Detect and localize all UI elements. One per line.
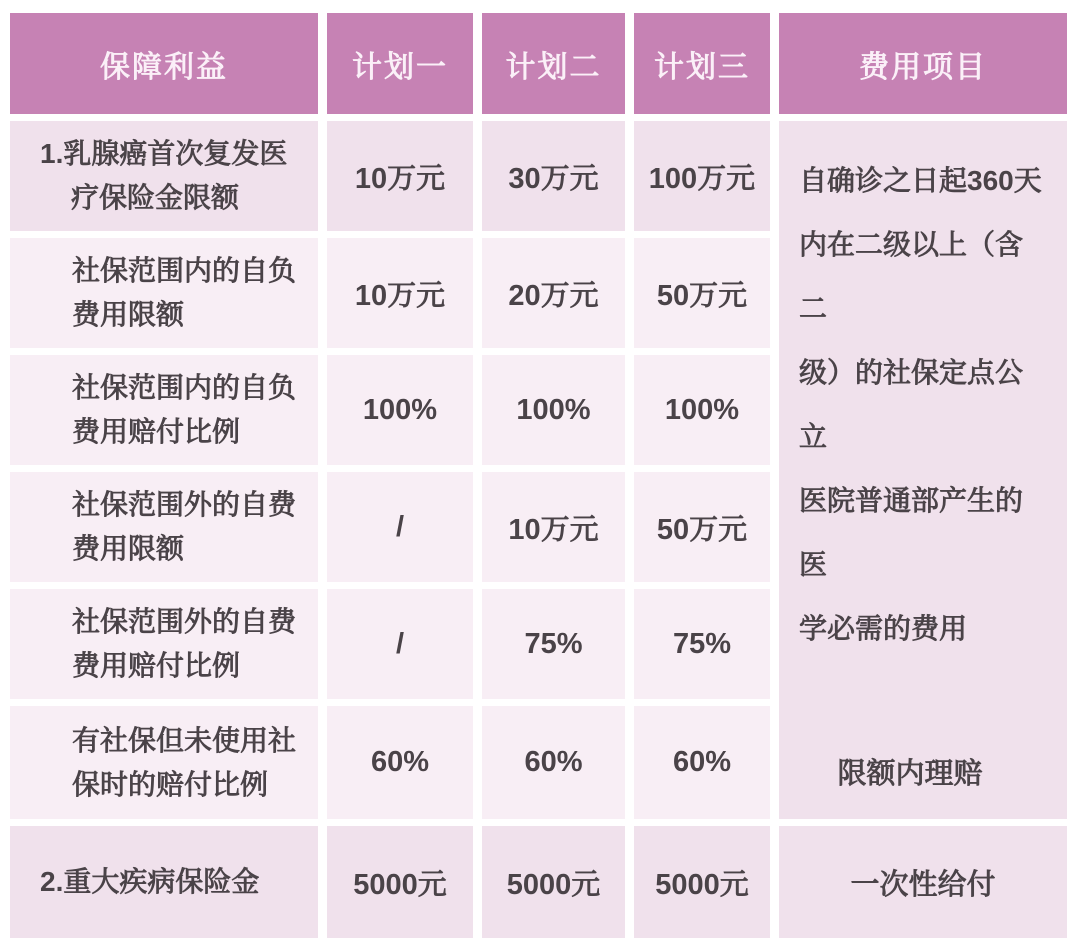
header-plan1: 计划一 (327, 13, 473, 114)
row2-plan1-value: 10万元 (327, 238, 473, 348)
row6-benefit-label (10, 706, 318, 819)
row3-benefit-line1: 社保范围内的自负 (72, 372, 297, 403)
row6-plan2-value: 60% (482, 706, 625, 819)
row3-plan3-value: 100% (634, 355, 770, 465)
row4-plan1-value: / (327, 472, 473, 582)
row7-benefit-line1: 2.重大疾病保险金 (40, 866, 260, 897)
fee-column-note: 限额内理赔 (837, 757, 983, 790)
row5-plan2-value: 75% (482, 589, 625, 699)
row2-benefit-line1: 社保范围内的自负 (72, 255, 297, 286)
fee-paragraph-line4: 医院普通部产生的医 (799, 484, 1024, 580)
row7-plan1-value: 5000元 (327, 826, 473, 938)
row4-benefit-label (10, 472, 318, 582)
row1-plan3-value: 100万元 (634, 121, 770, 231)
row6-benefit-line1: 有社保但未使用社 (72, 724, 297, 756)
row4-plan2-value: 10万元 (482, 472, 625, 582)
header-fee-item: 费用项目 (779, 13, 1067, 114)
row3-benefit-line2: 费用赔付比例 (72, 416, 241, 447)
row2-benefit-line2: 费用限额 (72, 299, 185, 330)
row2-plan2-value: 20万元 (482, 238, 625, 348)
row1-benefit-line2: 疗保险金限额 (71, 182, 240, 213)
row6-benefit-line2: 保时的赔付比例 (72, 768, 269, 800)
fee-paragraph-line3: 级）的社保定点公立 (799, 356, 1024, 452)
header-plan3: 计划三 (634, 13, 770, 114)
row5-benefit-line2: 费用赔付比例 (72, 650, 241, 681)
row1-plan2-value: 30万元 (482, 121, 625, 231)
header-benefit: 保障利益 (10, 13, 318, 114)
row4-benefit-line2: 费用限额 (72, 533, 185, 564)
row2-plan3-value: 50万元 (634, 238, 770, 348)
row1-benefit-label (10, 121, 318, 231)
row7-benefit-label (10, 826, 318, 938)
row5-benefit-label (10, 589, 318, 699)
row3-plan1-value: 100% (327, 355, 473, 465)
row6-plan3-value: 60% (634, 706, 770, 819)
row2-benefit-label (10, 238, 318, 348)
row3-plan2-value: 100% (482, 355, 625, 465)
row7-plan3-value: 5000元 (634, 826, 770, 938)
row1-benefit-line1: 1.乳腺癌首次复发医 (40, 138, 288, 169)
row5-plan3-value: 75% (634, 589, 770, 699)
row1-plan1-value: 10万元 (327, 121, 473, 231)
row4-plan3-value: 50万元 (634, 472, 770, 582)
fee-paragraph-line1: 自确诊之日起360天 (799, 164, 1042, 196)
row7-fee-value: 一次性给付 (779, 826, 1067, 938)
fee-column-merged-cell (779, 121, 1067, 819)
benefits-table (10, 13, 1067, 938)
row4-benefit-line1: 社保范围外的自费 (72, 489, 297, 520)
row6-plan1-value: 60% (327, 706, 473, 819)
fee-paragraph-line2: 内在二级以上（含二 (799, 228, 1024, 324)
row5-benefit-line1: 社保范围外的自费 (72, 606, 297, 637)
row5-plan1-value: / (327, 589, 473, 699)
row7-plan2-value: 5000元 (482, 826, 625, 938)
fee-column-paragraph (799, 149, 1049, 661)
header-plan2: 计划二 (482, 13, 625, 114)
row3-benefit-label (10, 355, 318, 465)
fee-paragraph-line5: 学必需的费用 (799, 612, 968, 644)
